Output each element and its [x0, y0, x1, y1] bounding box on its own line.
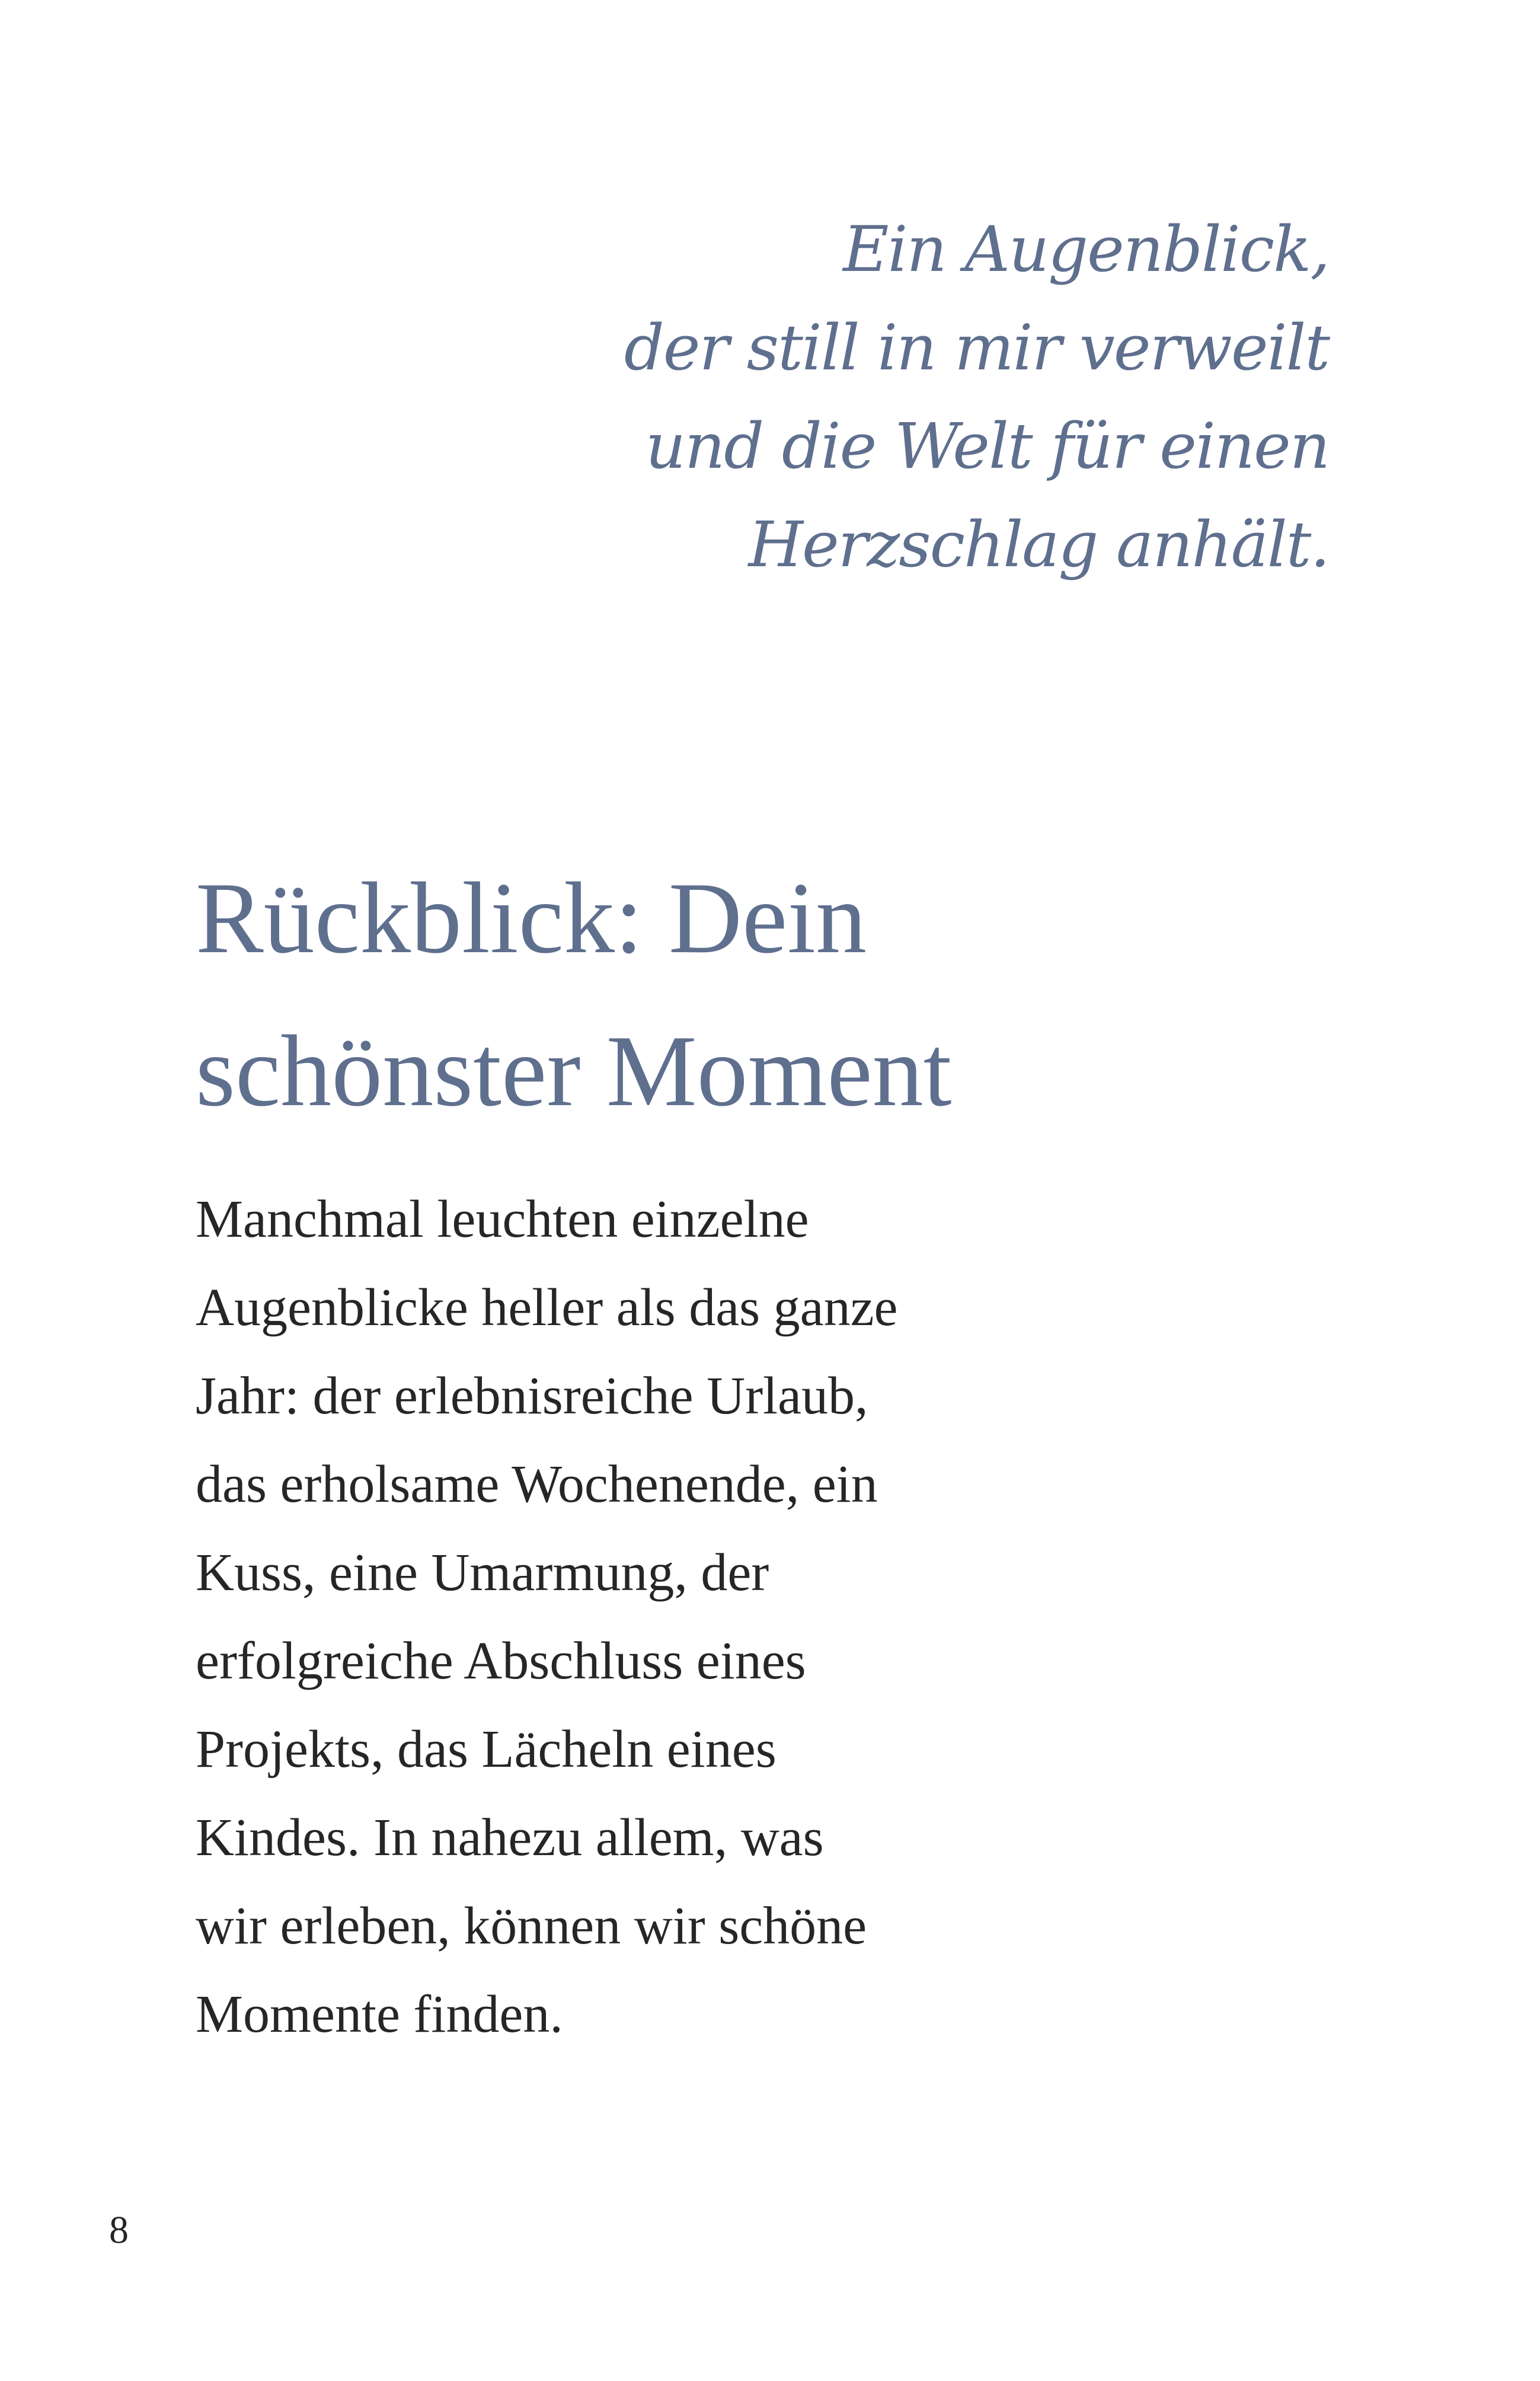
body-line: wir erleben, können wir schöne	[196, 1897, 867, 1955]
body-paragraph	[196, 1175, 1025, 2058]
body-line: Momente finden.	[196, 1985, 563, 2044]
quote-line: und die Welt für einen	[645, 410, 1329, 483]
body-line: Augenblicke heller als das ganze	[196, 1278, 898, 1337]
body-line: das erholsame Wochenende, ein	[196, 1455, 878, 1514]
quote-line: der still in mir verweilt	[624, 311, 1329, 384]
heading-line: schönster Moment	[196, 1015, 952, 1128]
page-number: 8	[109, 2208, 129, 2252]
body-line: Kuss, eine Umarmung, der	[196, 1543, 769, 1602]
body-line: Kindes. In nahezu allem, was	[196, 1808, 824, 1867]
body-line: Jahr: der erlebnisreiche Urlaub,	[196, 1367, 868, 1425]
body-line: Projekts, das Lächeln eines	[196, 1720, 777, 1779]
heading-line: Rückblick: Dein	[196, 862, 867, 975]
epigraph-quote	[499, 200, 1329, 594]
body-line: Manchmal leuchten einzelne	[196, 1190, 809, 1249]
quote-line: Ein Augenblick,	[843, 213, 1329, 286]
section-heading	[196, 842, 1263, 1148]
quote-line: Herzschlag anhält.	[748, 508, 1329, 581]
body-line: erfolgreiche Abschluss eines	[196, 1632, 806, 1690]
